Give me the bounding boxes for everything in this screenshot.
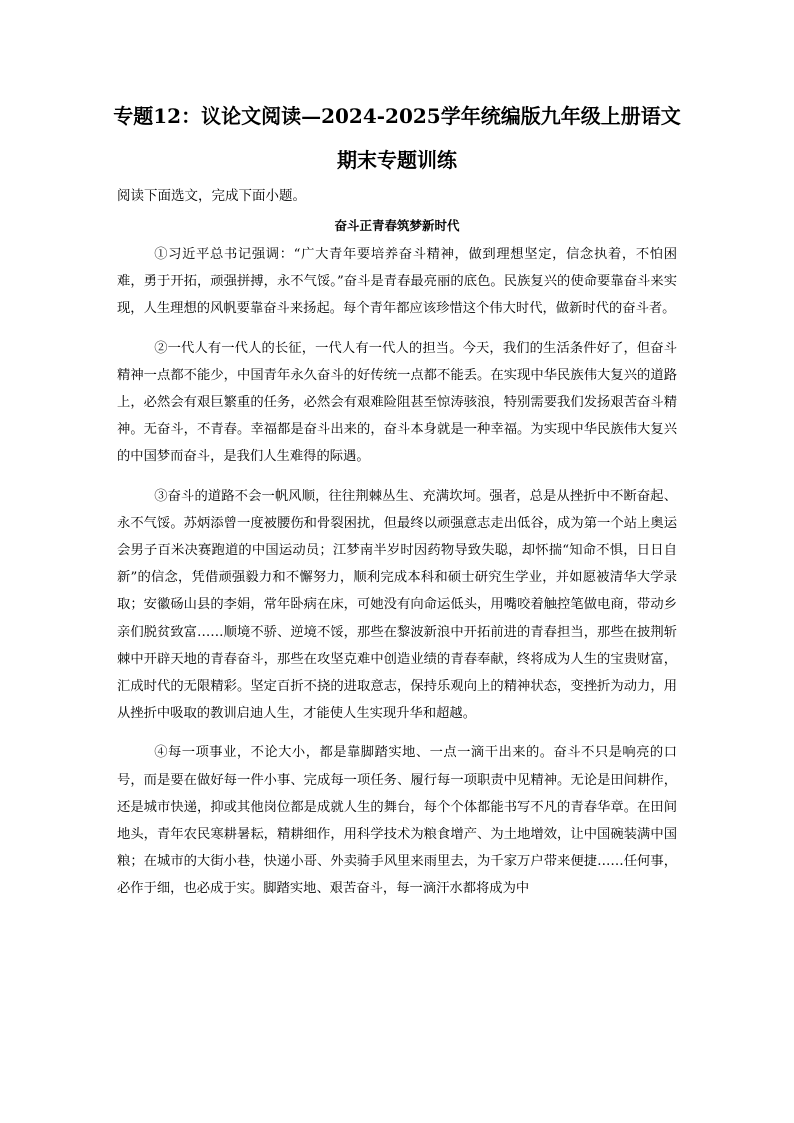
essay-paragraph-1: ①习近平总书记强调：“广大青年要培养奋斗精神，做到理想坚定，信念执着，不怕困难，勇于开拓，顽强拼搏，永不气馁。”奋斗是青春最亮丽的底色。民族复兴的使命要靠奋斗来实现，人生理想的风帆要靠奋斗来扬起。每个青年都应该珍惜这个伟大时代，做新时代的奋斗者。 [117,247,677,317]
essay-body [117,241,677,903]
essay-title: 奋斗正青春筑梦新时代 [334,218,460,233]
essay-paragraph-3: ③奋斗的道路不会一帆风顺，往往荆棘丛生、充满坎坷。强者，总是从挫折中不断奋起、永不气馁。苏炳添曾一度被腰伤和骨裂困扰，但最终以顽强意志走出低谷，成为第一个站上奥运会男子百米决赛跑道的中国运动员；江梦南半岁时因药物导致失聪，却怀揣“知命不惧，日日自新”的信念，凭借顽强毅力和不懈努力，顺利完成本科和硕士研究生学业，并如愿被清华大学录取；安徽砀山县的李娟，常年卧病在床，可她没有向命运低头，用嘴咬着触控笔做电商，带动乡亲们脱贫致富……顺境不骄、逆境不馁，那些在黎波新浪中开拓前进的青春担当，那些在披荆斩棘中开辟天地的青春奋斗，那些在攻坚克难中创造业绩的青春奉献，终将成为人生的宝贵财富，汇成时代的无限精彩。坚定百折不挠的进取意志，保持乐观向上的精神状态，变挫折为动力，用从挫折中吸取的教训启迪人生，才能使人生实现升华和超越。 [117,488,677,722]
essay-paragraph-4: ④每一项事业，不论大小，都是靠脚踏实地、一点一滴干出来的。奋斗不只是响亮的口号，而是要在做好每一件小事、完成每一项任务、履行每一项职责中见精神。无论是田间耕作，还是城市快递，抑或其他岗位都是成就人生的舞台，每个个体都能书写不凡的青春华章。在田间地头，青年农民寒耕暑耘，精耕细作，用科学技术为粮食增产、为土地增效，让中国碗装满中国粮；在城市的大街小巷，快递小哥、外卖骑手风里来雨里去，为千家万户带来便捷……任何事，必作于细，也必成于实。脚踏实地、艰苦奋斗，每一滴汗水都将成为中 [117,745,677,897]
reading-instruction: 阅读下面选文，完成下面小题。 [117,188,306,204]
page-title-line1: 专题12：议论文阅读—2024-2025学年统编版九年级上册语文 [113,104,681,128]
page-title-line2: 期末专题训练 [337,148,457,172]
essay-paragraph-2: ②一代人有一代人的长征，一代人有一代人的担当。今天，我们的生活条件好了，但奋斗精神一点都不能少，中国青年永久奋斗的好传统一点都不能丢。在实现中华民族伟大复兴的道路上，必然会有艰巨繁重的任务，必然会有艰难险阻甚至惊涛骇浪，特别需要我们发扬艰苦奋斗精神。无奋斗，不青春。幸福都是奋斗出来的，奋斗本身就是一种幸福。为实现中华民族伟大复兴的中国梦而奋斗，是我们人生难得的际遇。 [117,340,677,465]
